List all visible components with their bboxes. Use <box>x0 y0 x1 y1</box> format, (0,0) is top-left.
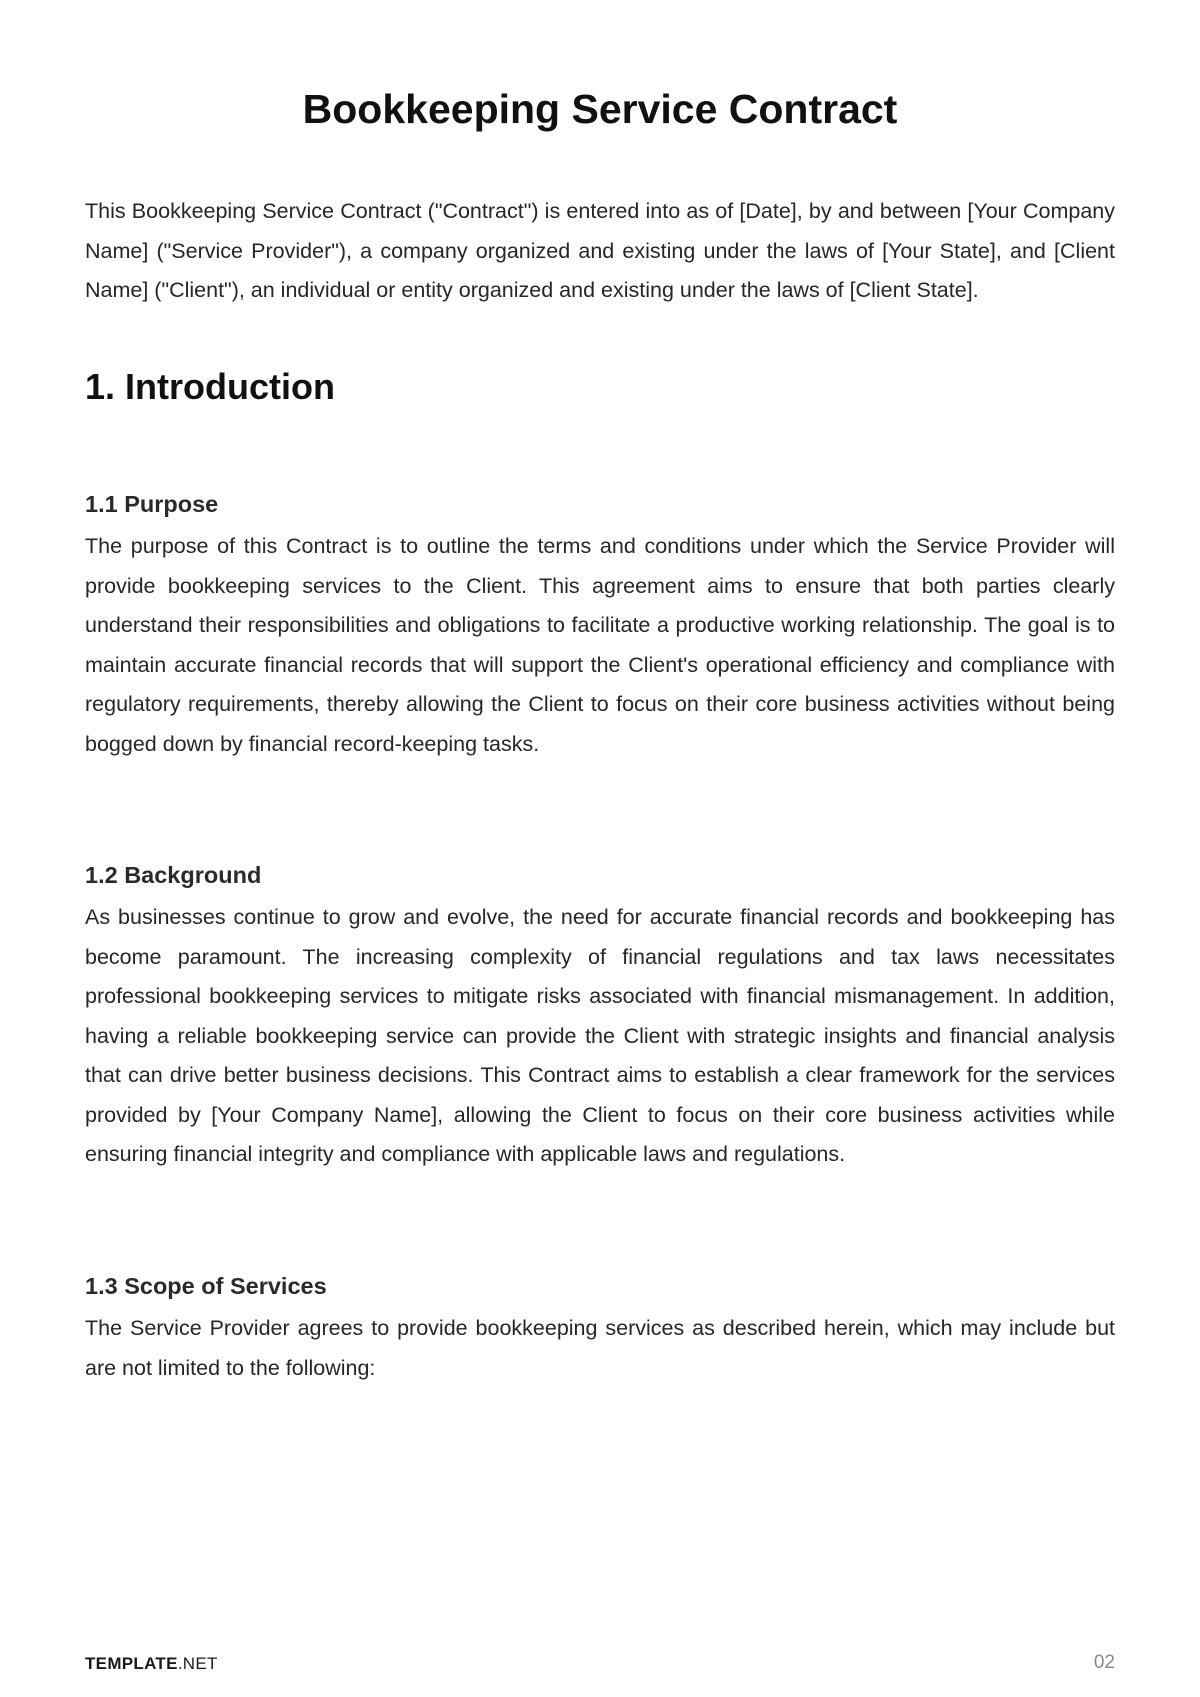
background-paragraph: As businesses continue to grow and evolve, the need for accurate financial records and bookkeeping has become paramount. The increasing complexity of financial regulations and tax laws necessitates professional bookkeeping services to mitigate risks associated with financial mismanagement. In addition, having a reliable bookkeeping service can provide the Client with strategic insights and financial analysis that can drive better business decisions. This Contract aims to establish a clear framework for the services provided by [Your Company Name], allowing the Client to focus on their core business activities while ensuring financial integrity and compliance with applicable laws and regulations. <box>85 905 1115 1166</box>
brand-logo-light: .NET <box>177 1654 218 1673</box>
brand-logo-bold: TEMPLATE <box>85 1654 178 1673</box>
document-title: Bookkeeping Service Contract <box>302 86 898 132</box>
section-heading-introduction: 1. Introduction <box>85 366 335 407</box>
subsection-heading-background: 1.2 Background <box>85 862 262 888</box>
subsection-heading-purpose: 1.1 Purpose <box>85 491 219 517</box>
intro-paragraph: This Bookkeeping Service Contract ("Contract") is entered into as of [Date], by and between [Your Company Name] ("Service Provider"), a company organized and existing under the laws of [Your State], and [Client Name] ("Client"), an individual or entity organized and existing under the laws of [Client State]. <box>85 199 1115 302</box>
purpose-paragraph: The purpose of this Contract is to outline the terms and conditions under which the Service Provider will provide bookkeeping services to the Client. This agreement aims to ensure that both parties clearly understand their responsibilities and obligations to facilitate a productive working relationship. The goal is to maintain accurate financial records that will support the Client's operational efficiency and compliance with regulatory requirements, thereby allowing the Client to focus on their core business activities without being bogged down by financial record-keeping tasks. <box>85 534 1115 756</box>
scope-paragraph: The Service Provider agrees to provide bookkeeping services as described herein, which may include but are not limited to the following: <box>85 1316 1115 1380</box>
brand-logo <box>85 1654 218 1674</box>
page-number: 02 <box>1093 1652 1115 1673</box>
subsection-heading-scope: 1.3 Scope of Services <box>85 1273 327 1299</box>
